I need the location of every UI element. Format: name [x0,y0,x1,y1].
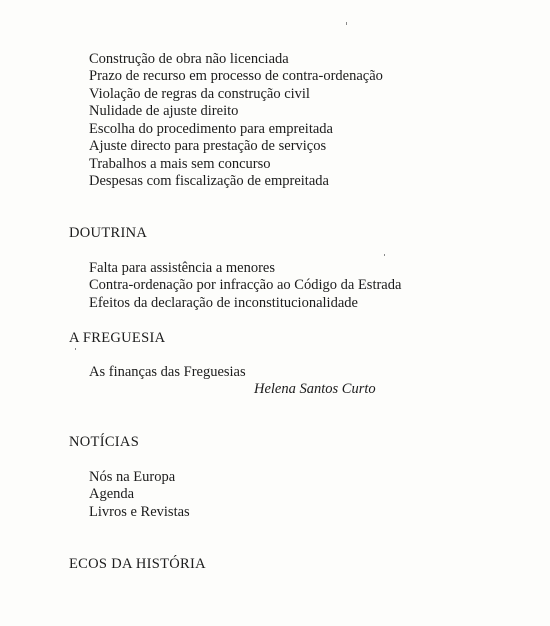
scan-speck [346,22,347,25]
toc-item: Prazo de recurso em processo de contra-ordenação [89,68,383,84]
toc-item: Efeitos da declaração de inconstitucionalidade [89,295,358,311]
section-title-freguesia: A FREGUESIA [69,330,166,346]
toc-item: Nós na Europa [89,469,176,485]
author-name: Helena Santos Curto [254,381,376,397]
toc-item: Construção de obra não licenciada [89,51,289,67]
toc-item: Escolha do procedimento para empreitada [89,121,333,137]
toc-item: As finanças das Freguesias [89,364,246,380]
toc-item: Agenda [89,486,135,502]
toc-item: Nulidade de ajuste direito [89,103,239,119]
section-title-ecos: ECOS DA HISTÓRIA [69,556,206,572]
toc-item: Trabalhos a mais sem concurso [89,156,271,172]
toc-item: Contra-ordenação por infracção ao Código da Estrada [89,277,402,293]
section-title-noticias: NOTÍCIAS [69,434,140,450]
toc-item: Livros e Revistas [89,504,190,520]
section-title-doutrina: DOUTRINA [69,225,148,241]
toc-item: Ajuste directo para prestação de serviços [89,138,327,154]
toc-item: Falta para assistência a menores [89,260,276,276]
scan-speck [75,348,76,350]
toc-item: Violação de regras da construção civil [89,86,310,102]
toc-item: Despesas com fiscalização de empreitada [89,173,329,189]
scan-speck [384,254,385,256]
